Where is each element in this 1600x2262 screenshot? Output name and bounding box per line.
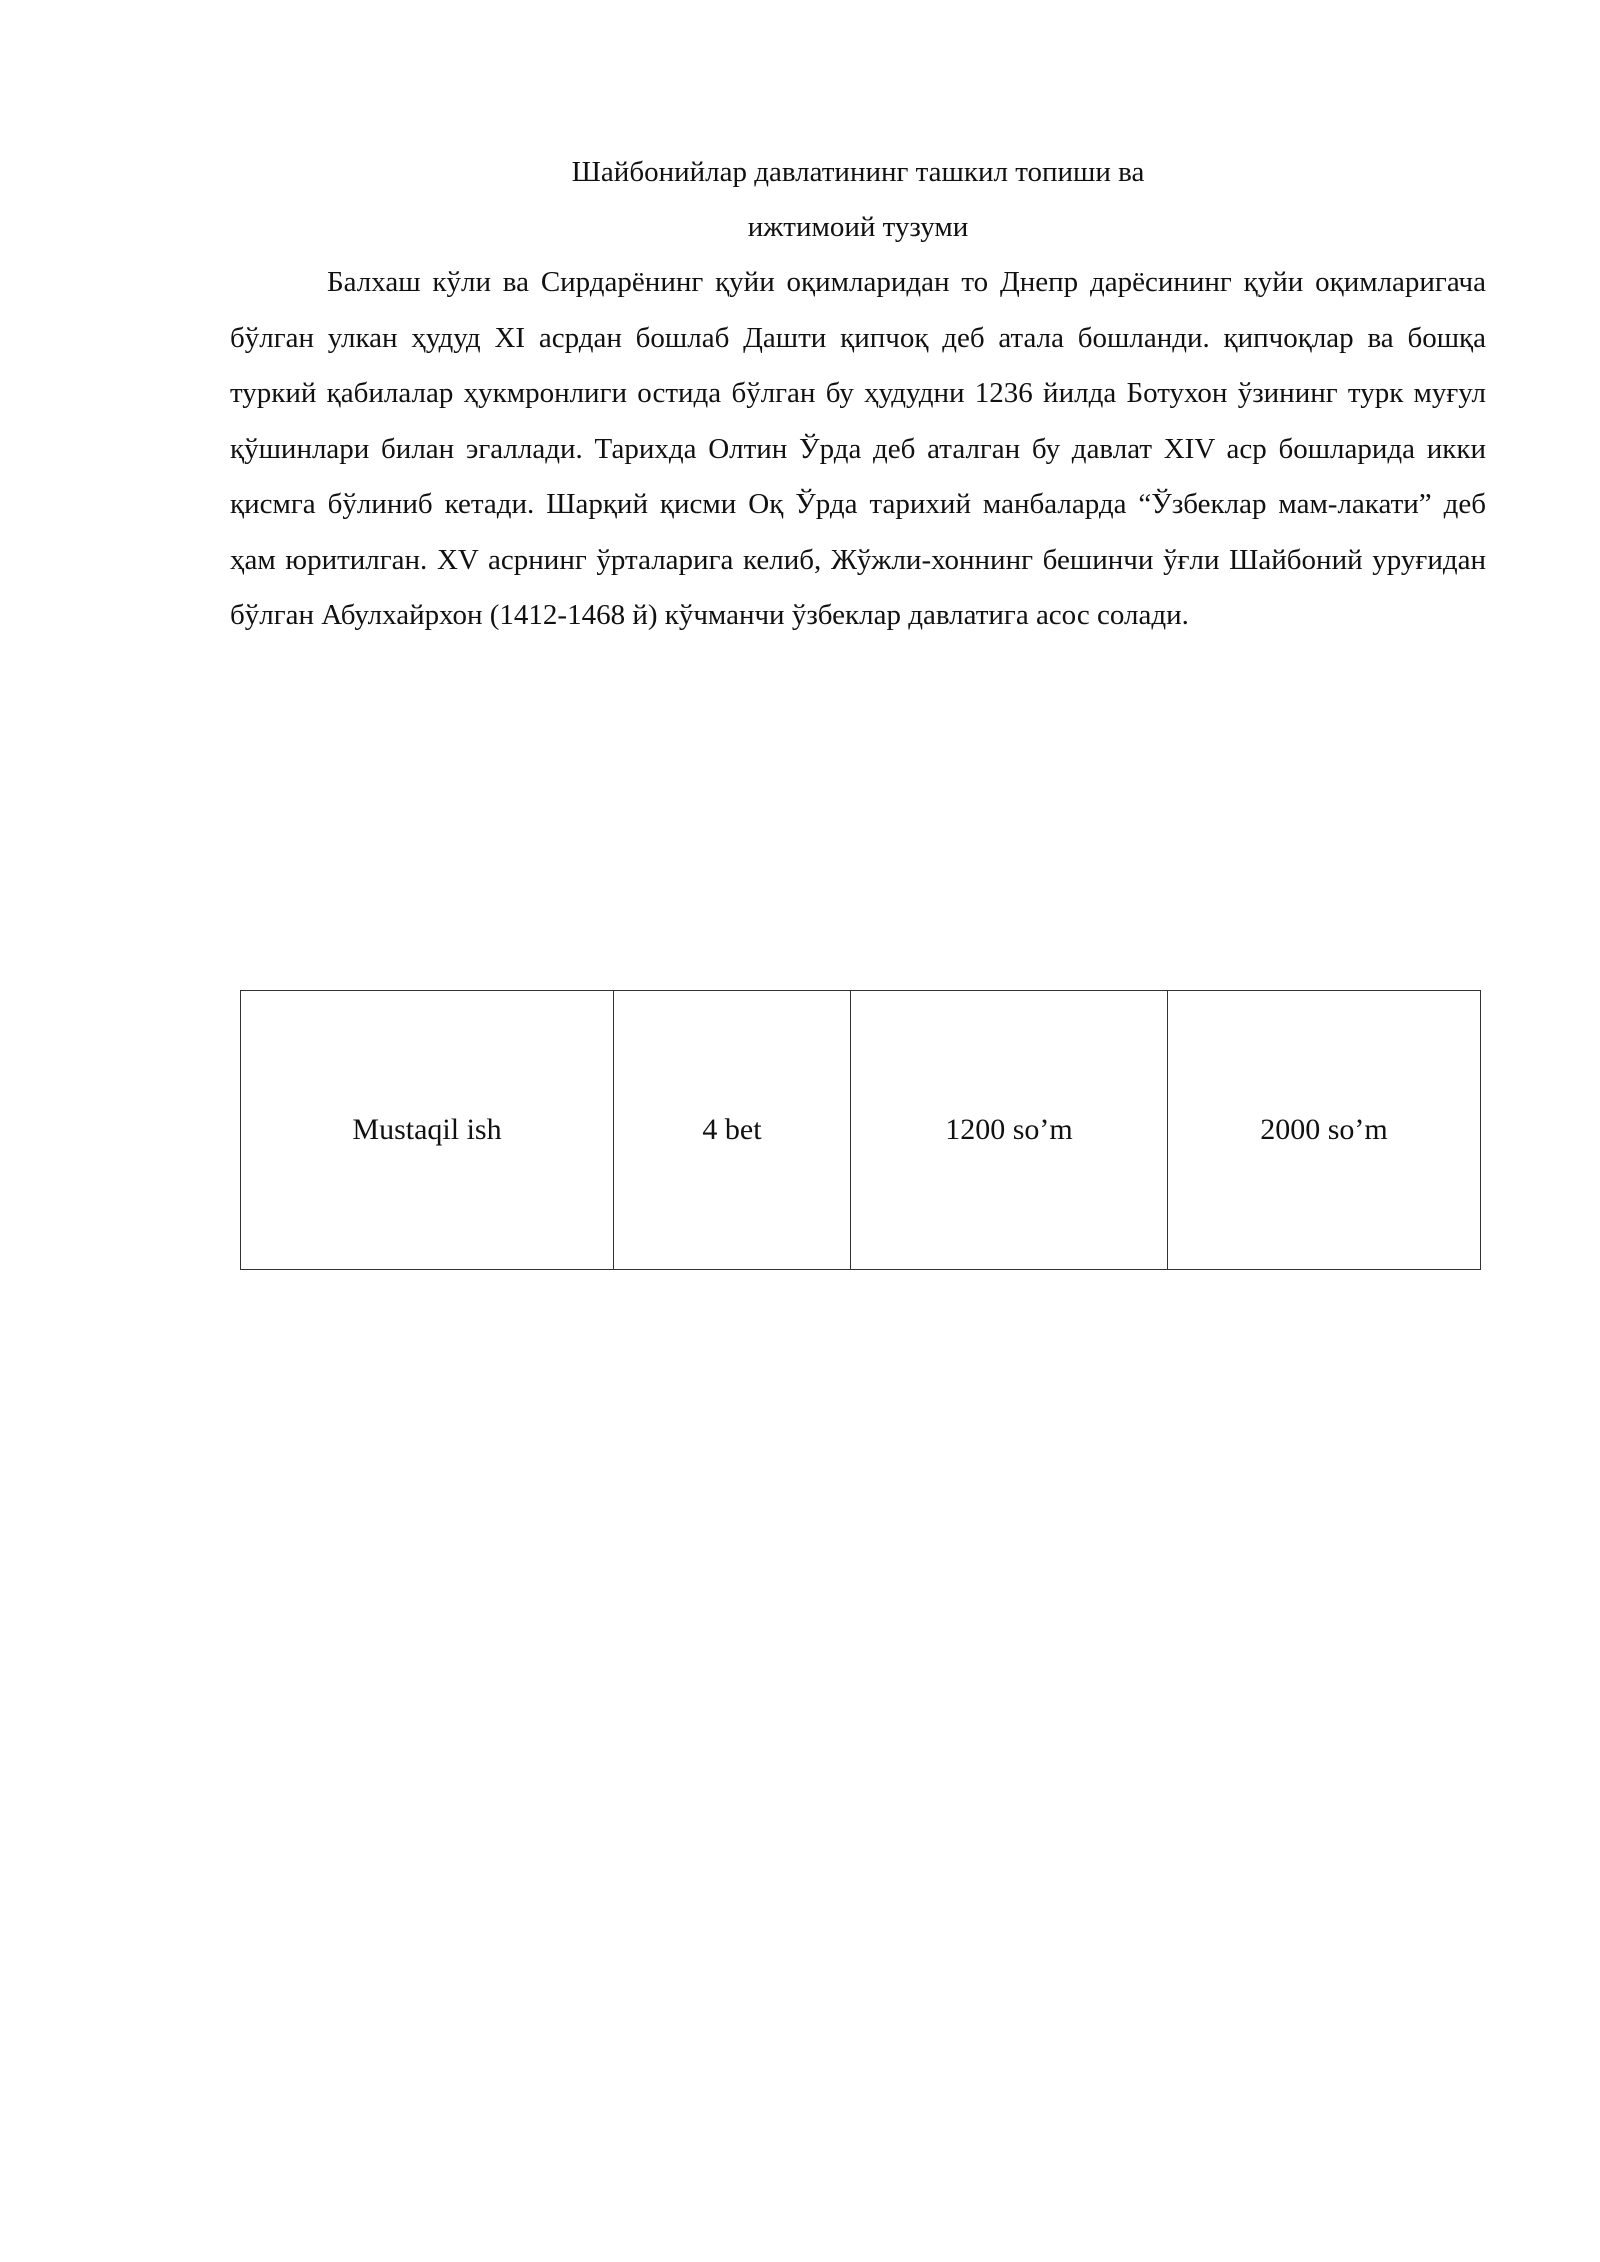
title-line-1: Шайбонийлар давлатининг ташкил топиши ва <box>571 156 1145 188</box>
table-cell-pages: 4 bet <box>614 991 851 1270</box>
document-title <box>230 145 1486 255</box>
title-line-2: ижтимоий тузуми <box>747 211 969 243</box>
table-row <box>241 991 1481 1270</box>
price-table <box>240 990 1481 1270</box>
body-paragraph: Балхаш кўли ва Сирдарёнинг қуйи оқимларидан то Днепр дарёсининг қуйи оқимларигача бўлган улкан ҳудуд XI асрдан бошлаб Дашти қипчоқ деб атала бошланди. қипчоқлар ва бошқа туркий қабилалар ҳукмронлиги остида бўлган бу ҳудудни 1236 йилда Ботухон ўзининг турк муғул қўшинлари билан эгаллади. Тарихда Олтин Ўрда деб аталган бу давлат XIV аср бошларида икки қисмга бўлиниб кетади. Шарқий қисми Оқ Ўрда тарихий манбаларда “Ўзбеклар мам-лакати” деб ҳам юритилган. XV асрнинг ўрталарига келиб, Жўжли-хоннинг бешинчи ўғли Шайбоний уруғидан бўлган Абулхайрхон (1412-1468 й) кўчманчи ўзбеклар давлатига асос солади. <box>230 266 1486 631</box>
table-cell-price-2: 2000 so’m <box>1168 991 1481 1270</box>
table-cell-price-1: 1200 so’m <box>851 991 1168 1270</box>
table-cell-work-type: Mustaqil ish <box>241 991 614 1270</box>
